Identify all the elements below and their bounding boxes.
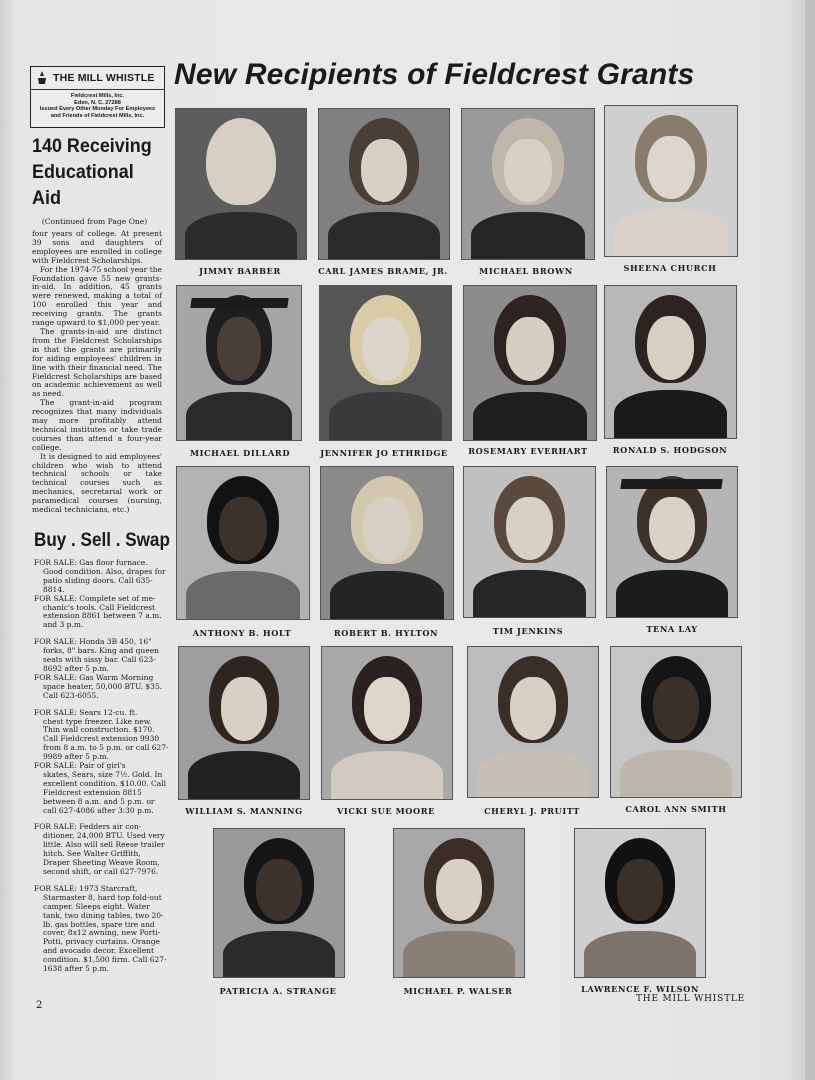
portrait-face [361, 139, 408, 202]
portrait-shoulders [188, 751, 300, 800]
page-number: 2 [36, 1000, 43, 1011]
recipient-name: TENA LAY [646, 624, 698, 634]
recipient-name: WILLIAM S. MANNING [185, 806, 303, 816]
recipient-name: ANTHONY B. HOLT [192, 628, 292, 638]
recipient-name: TIM JENKINS [492, 626, 564, 636]
portrait-shoulders [329, 392, 442, 441]
ad-body: Good condition. Also, drapes for patio sliding doors. Call 635-8814. [43, 566, 166, 594]
recipient-name: ROBERT B. HYLTON [333, 628, 439, 638]
ad-head: FOR SALE: Honda 3B 450, 16" [34, 637, 152, 647]
ad-body: forks, 8" bars. King and queen seats with sissy bar. Call 623-8692 after 5 p.m. [43, 646, 159, 673]
portrait-face [506, 497, 553, 560]
portrait-face [617, 859, 664, 921]
recipient-portrait [604, 285, 737, 439]
portrait-shoulders [473, 392, 587, 441]
recipient-name: MICHAEL P. WALSER [403, 986, 513, 996]
recipient-portrait [461, 108, 595, 260]
recipient-portrait [319, 285, 452, 441]
recipient-portrait [175, 108, 307, 260]
portrait-shoulders [614, 390, 727, 439]
portrait-shoulders [185, 212, 297, 260]
continued-note: (Continued from Page One) [41, 217, 148, 226]
ad-body: chanic's tools. Call Fieldcrest extension 8861 between 7 a.m. and 3 p.m. [43, 602, 162, 630]
ad-head: FOR SALE: Fedders air con- [34, 822, 142, 832]
masthead-name: THE MILL WHISTLE [53, 72, 155, 84]
portrait-face [649, 497, 696, 560]
portrait-face [506, 317, 554, 382]
portrait-face [510, 677, 557, 740]
portrait-face [647, 136, 695, 199]
portrait-face [218, 139, 265, 202]
classified-ad [34, 638, 169, 674]
portrait-shoulders [473, 570, 586, 618]
classified-ads [34, 559, 169, 974]
portrait-face [219, 497, 267, 561]
masthead-box [30, 66, 165, 128]
recipient-portrait [467, 646, 599, 798]
recipient-portrait [213, 828, 345, 978]
portrait-shoulders [186, 392, 293, 441]
ad-body: chest type freezer. Like new. Thin wall construction. $170. Call Fieldcrest extension 9930 from 8 a.m. to 5 p.m. or call 627-9989 after 5 p.m. [43, 716, 169, 762]
portrait-shoulders [471, 212, 585, 260]
portrait-shoulders [614, 209, 728, 257]
recipient-portrait [176, 466, 310, 620]
recipient-portrait [176, 285, 302, 441]
graduation-cap-icon [621, 479, 724, 489]
ad-body: Starmaster 8, hard top fold-out camper. Sleeps eight. Water tank, two dining tables, two 20-lb. gas bottles, spare tire and cover, 8x12 awning, new Porti-Potti, privacy curtains. Orange and avocado decor. Excellent condition. $1,500 firm. Call 627-1638 after 5 p.m. [43, 892, 167, 974]
recipient-name: MICHAEL DILLARD [189, 448, 291, 458]
ad-body: ditioner, 24,000 BTU. Used very little. Also will sell Reese trailer hitch. See Walter Griffith, Draper Sheeting Weave Room, second shift, or call 627-7976. [43, 831, 165, 876]
story-title: 140 Receiving Educational Aid [32, 135, 152, 209]
story-paragraph: For the 1974-75 school year the Foundation gave 55 new grants-in-aid. In addition, 45 grants were renewed, making a total of 100 enrolled this year and receiving grants. The grants range upward to $1,000 per year. [32, 264, 162, 328]
ad-head: FOR SALE: Complete set of me- [34, 593, 156, 603]
ad-head: FOR SALE: 1973 Starcraft, [34, 883, 138, 893]
recipient-portrait [320, 466, 454, 620]
ad-head: FOR SALE: Pair of girl's [34, 761, 126, 771]
recipient-name: LAWRENCE F. WILSON [581, 984, 699, 994]
recipient-portrait [393, 828, 525, 978]
classified-ad [34, 823, 169, 876]
whistle-logo-icon [31, 68, 53, 88]
portrait-face [436, 859, 483, 921]
recipient-name: CARL JAMES BRAME, JR. [318, 266, 448, 276]
ad-head: FOR SALE: Gas floor furnace. [34, 558, 148, 567]
ad-body: skates, Sears, size 7½. Gold. In excellent condition. $10.00. Call Fieldcrest extension 8815 between 8 a.m. and 5 p.m. or call 627-4086 after 3:30 p.m. [43, 769, 167, 815]
story-body [32, 230, 162, 515]
recipient-name: MICHAEL BROWN [479, 266, 573, 276]
portrait-shoulders [403, 931, 515, 978]
recipient-name: SHEENA CHURCH [623, 263, 717, 273]
recipient-name: PATRICIA A. STRANGE [219, 986, 337, 996]
classified-ad [34, 762, 169, 815]
graduation-cap-icon [190, 298, 288, 308]
portrait-face [256, 859, 303, 921]
recipient-name: CAROL ANN SMITH [625, 804, 727, 814]
portrait-shoulders [328, 212, 440, 260]
page-headline: New Recipients of Fieldcrest Grants [174, 58, 695, 91]
recipient-name: VICKI SUE MOORE [336, 806, 435, 816]
portrait-face [364, 677, 411, 741]
ad-head: FOR SALE: Gas Warm Morning [34, 672, 154, 682]
classified-ad [34, 709, 169, 762]
masthead-logo-row [31, 67, 164, 90]
portrait-shoulders [331, 751, 443, 800]
recipient-portrait [178, 646, 310, 800]
recipient-portrait [318, 108, 450, 260]
portrait-shoulders [620, 750, 732, 798]
portrait-face [653, 677, 700, 740]
recipient-portrait [610, 646, 742, 798]
masthead-line-4: and Friends of Fieldcrest Mills, Inc. [50, 112, 145, 119]
ad-body: space heater, 50,000 BTU. $35. Call 623-6055. [43, 681, 163, 700]
classified-ad [34, 674, 169, 701]
ad-head: FOR SALE: Sears 12-cu. ft. [34, 707, 138, 717]
masthead-line-3: Issued Every Other Monday For Employees [39, 106, 156, 113]
masthead-details [31, 90, 164, 119]
story-column [32, 133, 169, 515]
portrait-shoulders [223, 931, 335, 978]
portrait-face [647, 316, 694, 380]
story-paragraph: four years of college. At present 39 sons and daughters of employees are enrolled in college with Fieldcrest Scholarships. [32, 229, 162, 265]
masthead-line-2: Eden, N. C. 27288 [74, 99, 121, 106]
portrait-shoulders [477, 750, 589, 798]
recipient-portrait [604, 105, 738, 257]
recipient-name: ROSEMARY EVERHART [468, 446, 588, 456]
recipient-portrait [463, 466, 596, 618]
classified-ad [34, 559, 169, 595]
portrait-face [504, 139, 552, 202]
story-paragraph: The grant-in-aid program recognizes that many individuals may more profitably attend technical institutes or take trade courses than attend a four-year college. [32, 398, 162, 452]
recipient-portrait [321, 646, 453, 800]
recipient-portrait [606, 466, 738, 618]
story-paragraph: It is designed to aid employees' children who wish to attend technical schools or take technical courses such as mechanics, secretarial work or paramedical courses (nursing, medical technicians, etc.) [32, 451, 162, 515]
portrait-face [363, 497, 411, 561]
classified-ad [34, 885, 169, 974]
portrait-shoulders [616, 570, 728, 618]
footer-publication-name: THE MILL WHISTLE [636, 994, 746, 1004]
page-spine [805, 0, 815, 1080]
recipient-portrait [574, 828, 706, 978]
story-paragraph: The grants-in-aid are distinct from the Fieldcrest Scholarships in that the grants are primarily for aiding employees' children in line with their financial need. The Fieldcrest Scholarships are based on academic achievement as well as need. [32, 326, 162, 399]
classified-ad [34, 595, 169, 631]
recipient-name: CHERYL J. PRUITT [484, 806, 580, 816]
recipient-name: RONALD S. HODGSON [612, 445, 728, 455]
recipient-name: JENNIFER JO ETHRIDGE [320, 448, 448, 458]
recipient-name: JIMMY BARBER [199, 266, 281, 276]
masthead-line-1: Fieldcrest Mills, Inc. [70, 93, 125, 99]
portrait-shoulders [330, 571, 444, 620]
portrait-shoulders [186, 571, 300, 620]
portrait-face [221, 677, 268, 741]
recipient-portrait [463, 285, 597, 441]
buy-sell-swap-title: Buy . Sell . Swap [34, 530, 170, 551]
portrait-shoulders [584, 931, 696, 978]
